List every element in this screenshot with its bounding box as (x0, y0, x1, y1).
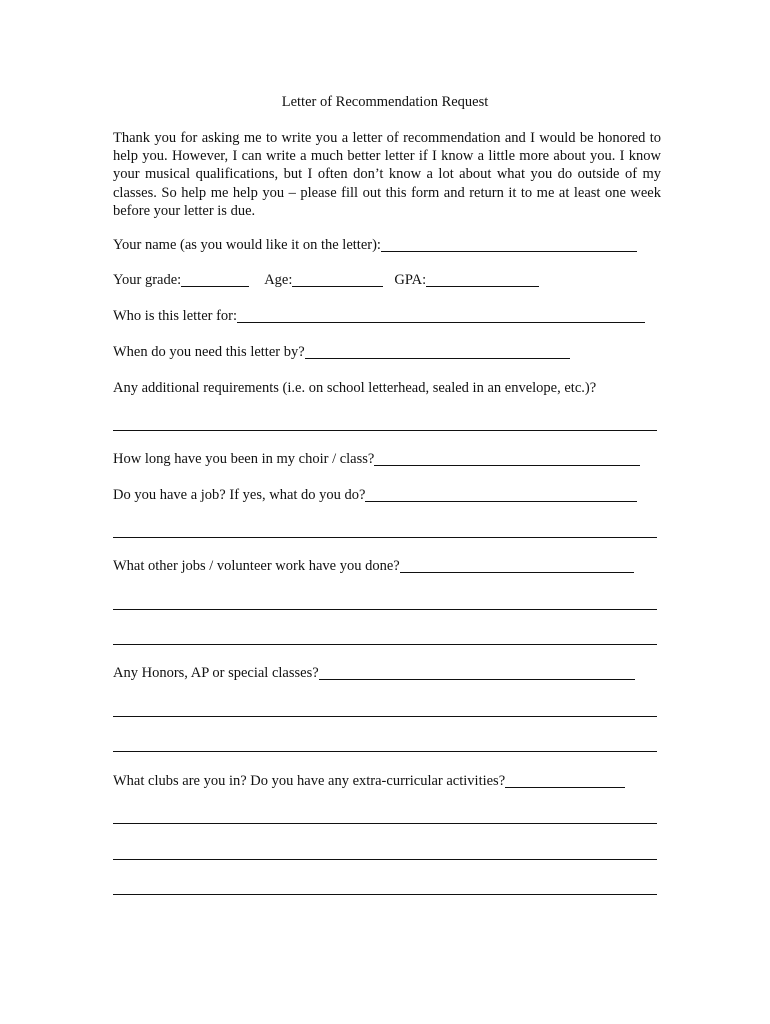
honors-question (113, 664, 635, 682)
additional-requirements-line[interactable] (113, 430, 657, 431)
grade-field[interactable] (181, 272, 249, 287)
age-label: Age: (264, 272, 293, 288)
need-by-question (113, 343, 570, 361)
honors-line-3[interactable] (113, 751, 657, 752)
clubs-field[interactable] (505, 773, 625, 788)
how-long-label: How long have you been in my choir / class? (113, 451, 375, 467)
job-field[interactable] (365, 487, 637, 502)
honors-field[interactable] (319, 665, 635, 680)
grade-label: Your grade: (113, 272, 182, 288)
gpa-label: GPA: (394, 272, 427, 288)
intro-paragraph: Thank you for asking me to write you a letter of recommendation and I would be honored to help you. However, I can write a much better letter if I know a little more about you. I know your musical qualifications, but I often don’t know a lot about what you do outside of my classes. So help me help you – please fill out this form and return it to me at least one week before your letter is due. (113, 130, 661, 219)
other-jobs-line-3[interactable] (113, 644, 657, 645)
additional-requirements-label: Any additional requirements (i.e. on school letterhead, sealed in an envelope, etc.)? (113, 380, 597, 396)
job-line-2[interactable] (113, 537, 657, 538)
other-jobs-line-2[interactable] (113, 609, 657, 610)
document-title: Letter of Recommendation Request (281, 94, 489, 110)
job-question (113, 486, 637, 504)
name-label: Your name (as you would like it on the letter): (113, 237, 381, 253)
letter-for-field[interactable] (237, 308, 645, 323)
clubs-line-4[interactable] (113, 894, 657, 895)
other-jobs-question (113, 557, 634, 575)
clubs-question (113, 772, 625, 790)
clubs-line-3[interactable] (113, 859, 657, 860)
other-jobs-label: What other jobs / volunteer work have you done? (113, 558, 400, 574)
gpa-field[interactable] (426, 272, 539, 287)
need-by-label: When do you need this letter by? (113, 344, 305, 360)
name-field[interactable] (381, 237, 637, 252)
clubs-label: What clubs are you in? Do you have any extra-curricular activities? (113, 773, 506, 789)
name-question (113, 236, 637, 254)
grade-age-gpa-row (113, 271, 539, 289)
honors-line-2[interactable] (113, 716, 657, 717)
need-by-field[interactable] (305, 344, 570, 359)
job-label: Do you have a job? If yes, what do you do? (113, 487, 366, 503)
how-long-question (113, 450, 640, 468)
how-long-field[interactable] (374, 451, 640, 466)
other-jobs-field[interactable] (400, 558, 634, 573)
additional-requirements-question (113, 379, 596, 397)
letter-for-question (113, 307, 645, 325)
letter-for-label: Who is this letter for: (113, 308, 238, 324)
clubs-line-2[interactable] (113, 823, 657, 824)
honors-label: Any Honors, AP or special classes? (113, 665, 319, 681)
age-field[interactable] (292, 272, 383, 287)
